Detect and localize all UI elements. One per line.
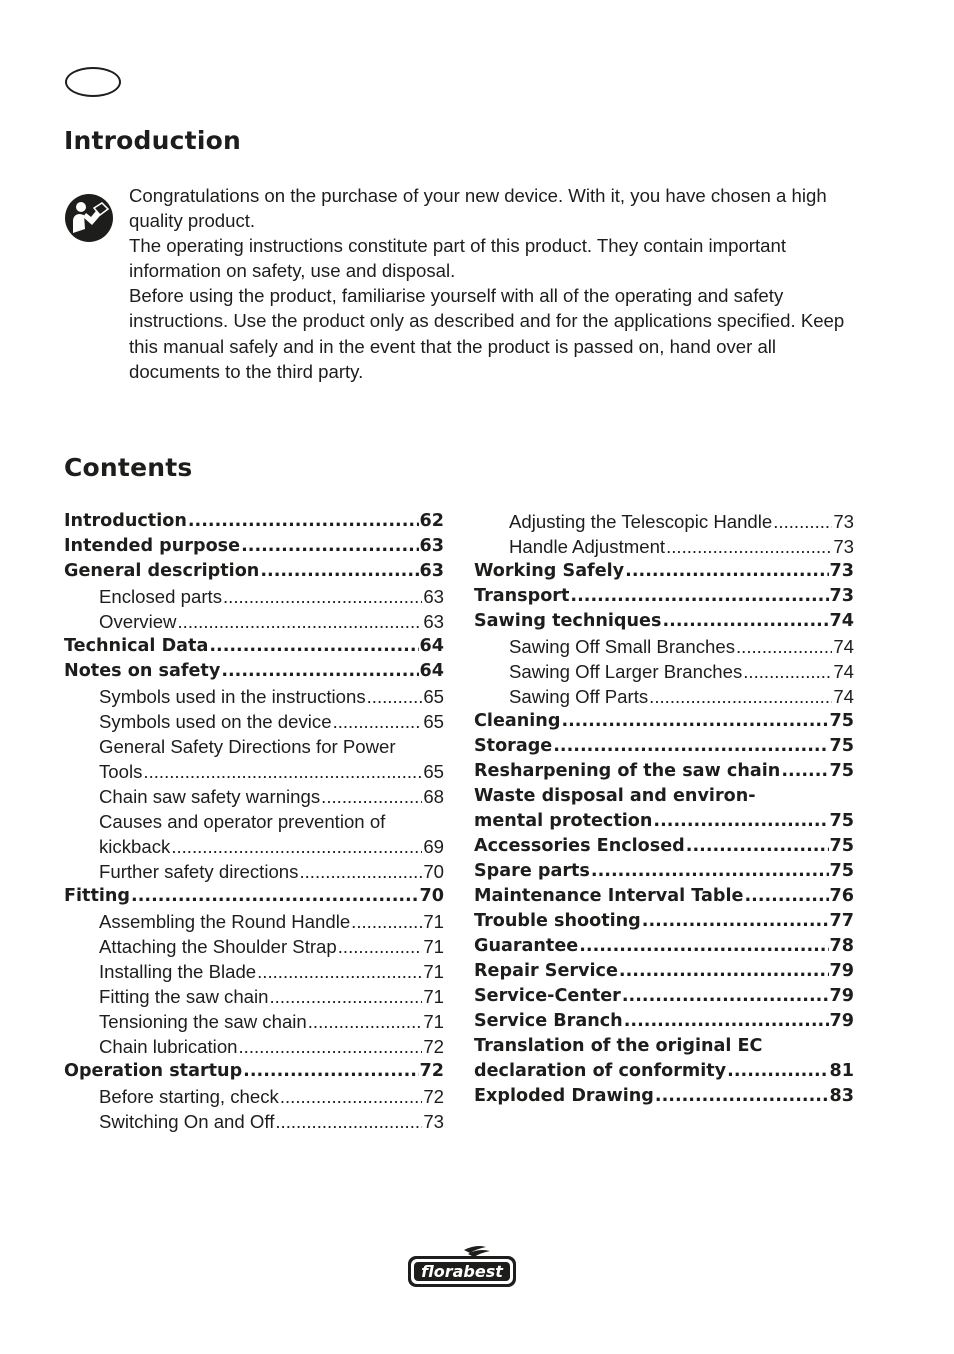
toc-entry [64,1109,444,1134]
toc-entry-title: Symbols used in the instructions [99,686,366,707]
toc-entry-title: Overview [99,611,177,632]
toc-entry [474,934,854,959]
toc-leader [143,759,422,784]
toc-entry-page: 71 [423,911,444,932]
contents-heading: Contents [64,453,193,482]
toc-entry [474,609,854,634]
toc-leader [744,884,828,909]
toc-leader [221,659,418,684]
toc-entry-title: Chain lubrication [99,1036,238,1057]
toc-entry [474,509,854,534]
toc-entry [64,859,444,884]
toc-entry [64,759,444,784]
toc-entry-title: Sawing techniques [474,611,662,631]
toc-entry [474,759,854,784]
toc-leader [338,934,423,959]
toc-entry-page: 72 [423,1036,444,1057]
toc-entry [64,534,444,559]
toc-entry-page: 79 [829,961,854,981]
toc-leader [622,984,829,1009]
toc-entry-page: 75 [829,761,854,781]
toc-entry [474,1084,854,1109]
toc-entry [474,734,854,759]
toc-leader [579,934,828,959]
toc-entry-title: Notes on safety [64,661,221,681]
toc-entry-title: Introduction [64,511,187,531]
toc-entry-page: 75 [829,861,854,881]
toc-entry [474,859,854,884]
toc-leader [367,684,423,709]
toc-leader [642,909,829,934]
toc-leader [781,759,828,784]
toc-entry-title: Service Branch [474,1011,623,1031]
toc-entry [64,609,444,634]
intro-heading: Introduction [64,126,241,155]
toc-entry [474,884,854,909]
toc-entry [474,959,854,984]
toc-entry [474,659,854,684]
toc-leader [131,884,418,909]
toc-leader [321,784,422,809]
toc-entry-page: 71 [423,986,444,1007]
toc-entry-page: 65 [423,711,444,732]
toc-leader [308,1009,423,1034]
toc-leader [270,984,423,1009]
toc-entry-title: Accessories Enclosed [474,836,685,856]
toc-entry-title: mental protection [474,811,653,831]
toc-entry-title: Sawing Off Parts [509,686,649,707]
toc-entry-page: 71 [423,961,444,982]
toc-entry [64,509,444,534]
toc-leader [241,534,418,559]
toc-entry-page: 73 [833,511,854,532]
toc-entry-title: Transport [474,586,570,606]
toc-entry [64,784,444,809]
toc-entry-page: 65 [423,761,444,782]
toc-entry [474,534,854,559]
toc-entry-page: 75 [829,811,854,831]
toc-leader [223,584,422,609]
toc-entry-title: Maintenance Interval Table [474,886,744,906]
toc-entry [64,1009,444,1034]
toc-entry-page: 81 [829,1061,854,1081]
toc-entry-page: 71 [423,936,444,957]
toc-entry [474,584,854,609]
toc-entry-page: 73 [423,1111,444,1132]
toc-entry [64,884,444,909]
toc-entry [474,1009,854,1034]
toc-entry-page: 68 [423,786,444,807]
toc-entry-page: 73 [829,586,854,606]
toc-entry-page: 64 [419,661,444,681]
toc-entry [474,984,854,1009]
toc-entry-page: 63 [419,561,444,581]
toc-entry-page: 74 [833,686,854,707]
toc-entry-page: 73 [833,536,854,557]
toc-entry [474,1059,854,1084]
toc-entry-page: 83 [829,1086,854,1106]
toc-leader [666,534,832,559]
toc-entry [474,834,854,859]
toc-entry [64,834,444,859]
toc-entry-title: Spare parts [474,861,590,881]
toc-entry-title: Fitting [64,886,131,906]
toc-entry-page: 78 [829,936,854,956]
toc-entry [64,584,444,609]
toc-entry-title: Sawing Off Small Branches [509,636,735,657]
toc-entry-title: Assembling the Round Handle [99,911,351,932]
toc-leader [333,709,423,734]
toc-entry-title: Storage [474,736,553,756]
toc-entry [474,684,854,709]
toc-entry-title: Trouble shooting [474,911,641,931]
toc-entry-title: Repair Service [474,961,618,981]
toc-entry-page: 64 [419,636,444,656]
toc-leader [570,584,828,609]
toc-entry-page: 74 [829,611,854,631]
toc-entry [64,559,444,584]
toc-leader [619,959,829,984]
toc-entry-page: 65 [423,686,444,707]
toc-leader [736,634,832,659]
intro-paragraph: The operating instructions constitute part of this product. They contain important information on safety, use and disposal. [129,235,786,282]
toc-leader [553,734,828,759]
toc-entry-page: 72 [423,1086,444,1107]
toc-entry-title: Installing the Blade [99,961,257,982]
toc-entry-title: Intended purpose [64,536,241,556]
toc-entry [474,909,854,934]
toc-entry-title: Chain saw safety warnings [99,786,321,807]
toc-entry [64,909,444,934]
toc-entry-title: Tools [99,761,143,782]
toc-entry-page: 76 [829,886,854,906]
toc-entry-page: 63 [423,586,444,607]
toc-entry-page: 79 [829,986,854,1006]
toc-left-column [64,509,444,1134]
toc-entry-page: 70 [423,861,444,882]
toc-entry-page: 74 [833,636,854,657]
toc-entry [474,559,854,584]
toc-entry [64,659,444,684]
toc-entry-title: Exploded Drawing [474,1086,654,1106]
toc-entry-title: Further safety directions [99,861,299,882]
toc-entry-title: Enclosed parts [99,586,222,607]
toc-leader [655,1084,829,1109]
toc-leader [773,509,832,534]
toc-entry-page: 74 [833,661,854,682]
toc-leader [649,684,832,709]
toc-entry-line: Causes and operator prevention of [99,811,386,832]
toc-entry-page: 75 [829,711,854,731]
toc-entry-title: Cleaning [474,711,561,731]
toc-entry-page: 70 [419,886,444,906]
toc-entry-page: 62 [419,511,444,531]
svg-text:florabest: florabest [421,1262,503,1281]
intro-body [129,183,869,384]
toc-entry [64,1034,444,1059]
toc-entry-title: Switching On and Off [99,1111,275,1132]
toc-entry-title: Operation startup [64,1061,243,1081]
toc-entry-title: Technical Data [64,636,209,656]
toc-entry [474,709,854,734]
toc-leader [299,859,422,884]
toc-leader [686,834,829,859]
toc-entry [64,1059,444,1084]
read-manual-icon [64,193,114,243]
toc-entry [474,634,854,659]
toc-leader [275,1109,422,1134]
toc-entry-page: 75 [829,736,854,756]
toc-leader [625,559,828,584]
toc-entry-title: Before starting, check [99,1086,279,1107]
toc-entry-title: Handle Adjustment [509,536,666,557]
toc-entry-title: Attaching the Shoulder Strap [99,936,337,957]
toc-entry [64,709,444,734]
toc-entry-line: Translation of the original EC [474,1036,763,1056]
toc-entry-title: General description [64,561,260,581]
toc-entry [64,984,444,1009]
toc-entry-title: Resharpening of the saw chain [474,761,781,781]
toc-leader [561,709,828,734]
toc-leader [257,959,422,984]
toc-entry-title: Service-Center [474,986,621,1006]
toc-entry-title: Tensioning the saw chain [99,1011,307,1032]
toc-entry [474,809,854,834]
toc-leader [653,809,828,834]
intro-paragraph: Congratulations on the purchase of your new device. With it, you have chosen a high quality product. [129,185,827,232]
toc-entry-line: Waste disposal and environ- [474,786,756,806]
toc-leader [743,659,832,684]
toc-entry-page: 75 [829,836,854,856]
toc-leader [727,1059,828,1084]
toc-entry-title: Guarantee [474,936,579,956]
toc-entry-page: 63 [423,611,444,632]
toc-entry-page: 69 [423,836,444,857]
toc-entry-page: 77 [829,911,854,931]
toc-entry-page: 73 [829,561,854,581]
toc-entry-page: 63 [419,536,444,556]
toc-leader [351,909,422,934]
toc-leader [260,559,418,584]
toc-entry-title: Symbols used on the device [99,711,332,732]
toc-entry-title: Fitting the saw chain [99,986,269,1007]
toc-leader [188,509,419,534]
toc-leader [209,634,418,659]
toc-entry-page: 72 [419,1061,444,1081]
toc-entry-page: 79 [829,1011,854,1031]
toc-leader [171,834,422,859]
toc-leader [239,1034,423,1059]
toc-right-column [474,509,854,1109]
toc-leader [662,609,828,634]
toc-entry-title: declaration of conformity [474,1061,727,1081]
toc-entry [64,684,444,709]
toc-leader [178,609,423,634]
toc-entry-title: Adjusting the Telescopic Handle [509,511,773,532]
toc-entry-line: General Safety Directions for Power [99,736,396,757]
toc-entry-title: Sawing Off Larger Branches [509,661,743,682]
toc-entry-title: Working Safely [474,561,625,581]
toc-entry [64,1084,444,1109]
intro-paragraph: Before using the product, familiarise yourself with all of the operating and safety instructions. Use the product only as described and for the applications specified. Keep this manual safely and in the event that the product is passed on, hand over all documents to the third party. [129,285,845,382]
toc-entry [64,959,444,984]
toc-leader [591,859,829,884]
toc-leader [624,1009,829,1034]
florabest-logo [406,1244,518,1290]
toc-entry [64,934,444,959]
toc-entry-page: 71 [423,1011,444,1032]
toc-entry-title: kickback [99,836,171,857]
toc-entry [64,634,444,659]
toc-leader [280,1084,422,1109]
toc-leader [243,1059,418,1084]
language-badge [65,67,121,97]
